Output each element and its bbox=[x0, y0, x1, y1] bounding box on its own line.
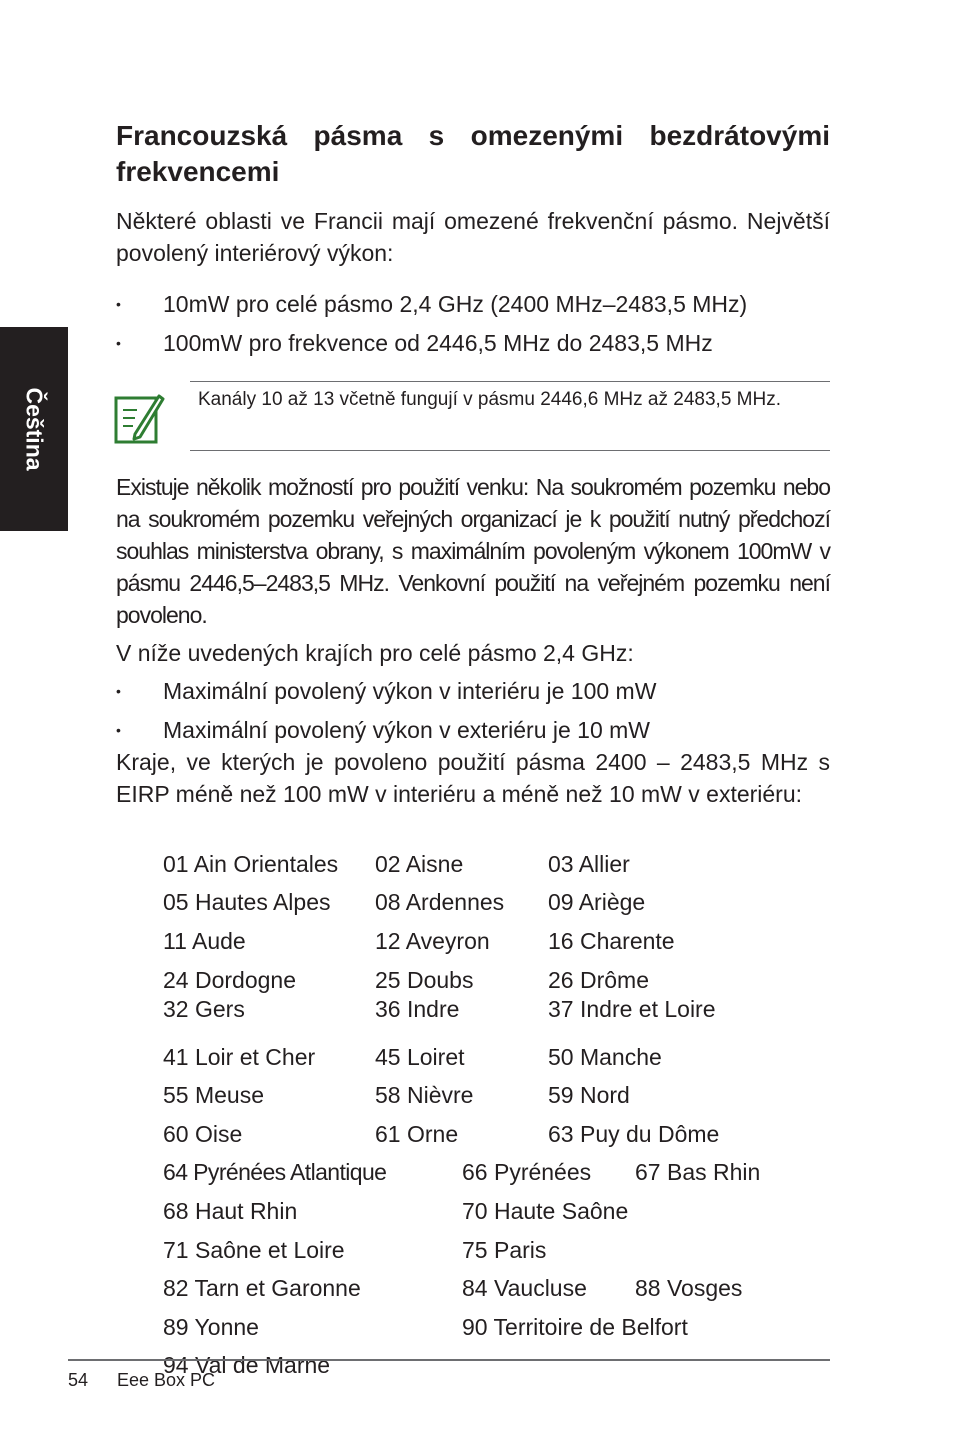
intro-paragraph: Některé oblasti ve Francii mají omezené frekvenční pásmo. Největší povolený interiérový výkon: bbox=[116, 208, 830, 266]
department-item: 88 Vosges bbox=[635, 1275, 743, 1301]
department-item: 89 Yonne bbox=[163, 1314, 259, 1340]
department-item: 61 Orne bbox=[375, 1121, 459, 1147]
page-number: 54 bbox=[68, 1370, 89, 1390]
note-pencil-icon bbox=[113, 390, 165, 446]
department-item: 55 Meuse bbox=[163, 1082, 265, 1108]
department-item: 12 Aveyron bbox=[375, 928, 490, 954]
department-item: 01 Ain Orientales bbox=[163, 851, 339, 877]
department-item: 25 Doubs bbox=[375, 967, 474, 993]
department-item: 08 Ardennes bbox=[375, 889, 505, 915]
department-item: 11 Aude bbox=[163, 928, 246, 954]
note-text: Kanály 10 až 13 včetně fungují v pásmu 2446,6 MHz až 2483,5 MHz. bbox=[198, 389, 781, 410]
department-item: 63 Puy du Dôme bbox=[548, 1121, 720, 1147]
bullet-item: • 100mW pro frekvence od 2446,5 MHz do 2483,5 MHz bbox=[116, 327, 713, 359]
bullet-icon: • bbox=[116, 683, 121, 699]
department-item: 68 Haut Rhin bbox=[163, 1198, 298, 1224]
regions-paragraph: Kraje, ve kterých je povoleno použití pásma 2400 – 2483,5 MHz s EIRP méně než 100 mW v interiéru a méně než 10 mW v exteriéru: bbox=[116, 749, 830, 807]
department-item: 90 Territoire de Belfort bbox=[462, 1314, 688, 1340]
bullet-item: • 10mW pro celé pásmo 2,4 GHz (2400 MHz–2483,5 MHz) bbox=[116, 288, 747, 320]
department-item: 09 Ariège bbox=[548, 889, 646, 915]
department-item: 94 Val de Marne bbox=[163, 1352, 331, 1378]
note-top-rule bbox=[190, 381, 830, 382]
department-item: 64 Pyrénées Atlantique bbox=[163, 1159, 387, 1185]
department-item: 41 Loir et Cher bbox=[163, 1044, 316, 1070]
department-item: 84 Vaucluse bbox=[462, 1275, 587, 1301]
regions-intro: V níže uvedených krajích pro celé pásmo 2,4 GHz: bbox=[116, 640, 634, 666]
department-item: 70 Haute Saône bbox=[462, 1198, 629, 1224]
department-item: 37 Indre et Loire bbox=[548, 996, 716, 1022]
department-item: 32 Gers bbox=[163, 996, 245, 1022]
department-item: 66 Pyrénées bbox=[462, 1159, 592, 1185]
bullet-icon: • bbox=[116, 335, 121, 351]
department-item: 71 Saône et Loire bbox=[163, 1237, 345, 1263]
note-bottom-rule bbox=[190, 450, 830, 451]
bullet-icon: • bbox=[116, 722, 121, 738]
department-item: 82 Tarn et Garonne bbox=[163, 1275, 361, 1301]
department-item: 26 Drôme bbox=[548, 967, 649, 993]
department-item: 02 Aisne bbox=[375, 851, 464, 877]
language-label: Čeština bbox=[21, 387, 48, 471]
footer-rule bbox=[68, 1359, 830, 1361]
page-title: Francouzská pásma s omezenými bezdrátovými frekvencemi bbox=[116, 120, 830, 187]
bullet-icon: • bbox=[116, 296, 121, 312]
department-item: 24 Dordogne bbox=[163, 967, 296, 993]
department-item: 75 Paris bbox=[462, 1237, 547, 1263]
bullet-item: • Maximální povolený výkon v interiéru je 100 mW bbox=[116, 675, 656, 707]
department-item: 59 Nord bbox=[548, 1082, 630, 1108]
bullet-item: • Maximální povolený výkon v exteriéru je 10 mW bbox=[116, 714, 650, 746]
department-item: 67 Bas Rhin bbox=[635, 1159, 761, 1185]
department-item: 45 Loiret bbox=[375, 1044, 465, 1070]
language-side-tab bbox=[0, 327, 68, 531]
department-item: 58 Nièvre bbox=[375, 1082, 474, 1108]
department-item: 60 Oise bbox=[163, 1121, 243, 1147]
department-item: 36 Indre bbox=[375, 996, 460, 1022]
outdoor-paragraph: Existuje několik možností pro použití venku: Na soukromém pozemku nebo na soukromém pozemku veřejných organizací je k použití nutný předchozí souhlas ministerstva obrany, s maximálním povoleným výkonem 100mW v pásmu 2446,5–2483,5 MHz. Venkovní použití na veřejném pozemku není povoleno. bbox=[116, 474, 830, 628]
department-item: 03 Allier bbox=[548, 851, 630, 877]
department-item: 16 Charente bbox=[548, 928, 675, 954]
footer-product-name: Eee Box PC bbox=[117, 1370, 216, 1390]
department-item: 50 Manche bbox=[548, 1044, 662, 1070]
department-item: 05 Hautes Alpes bbox=[163, 889, 331, 915]
